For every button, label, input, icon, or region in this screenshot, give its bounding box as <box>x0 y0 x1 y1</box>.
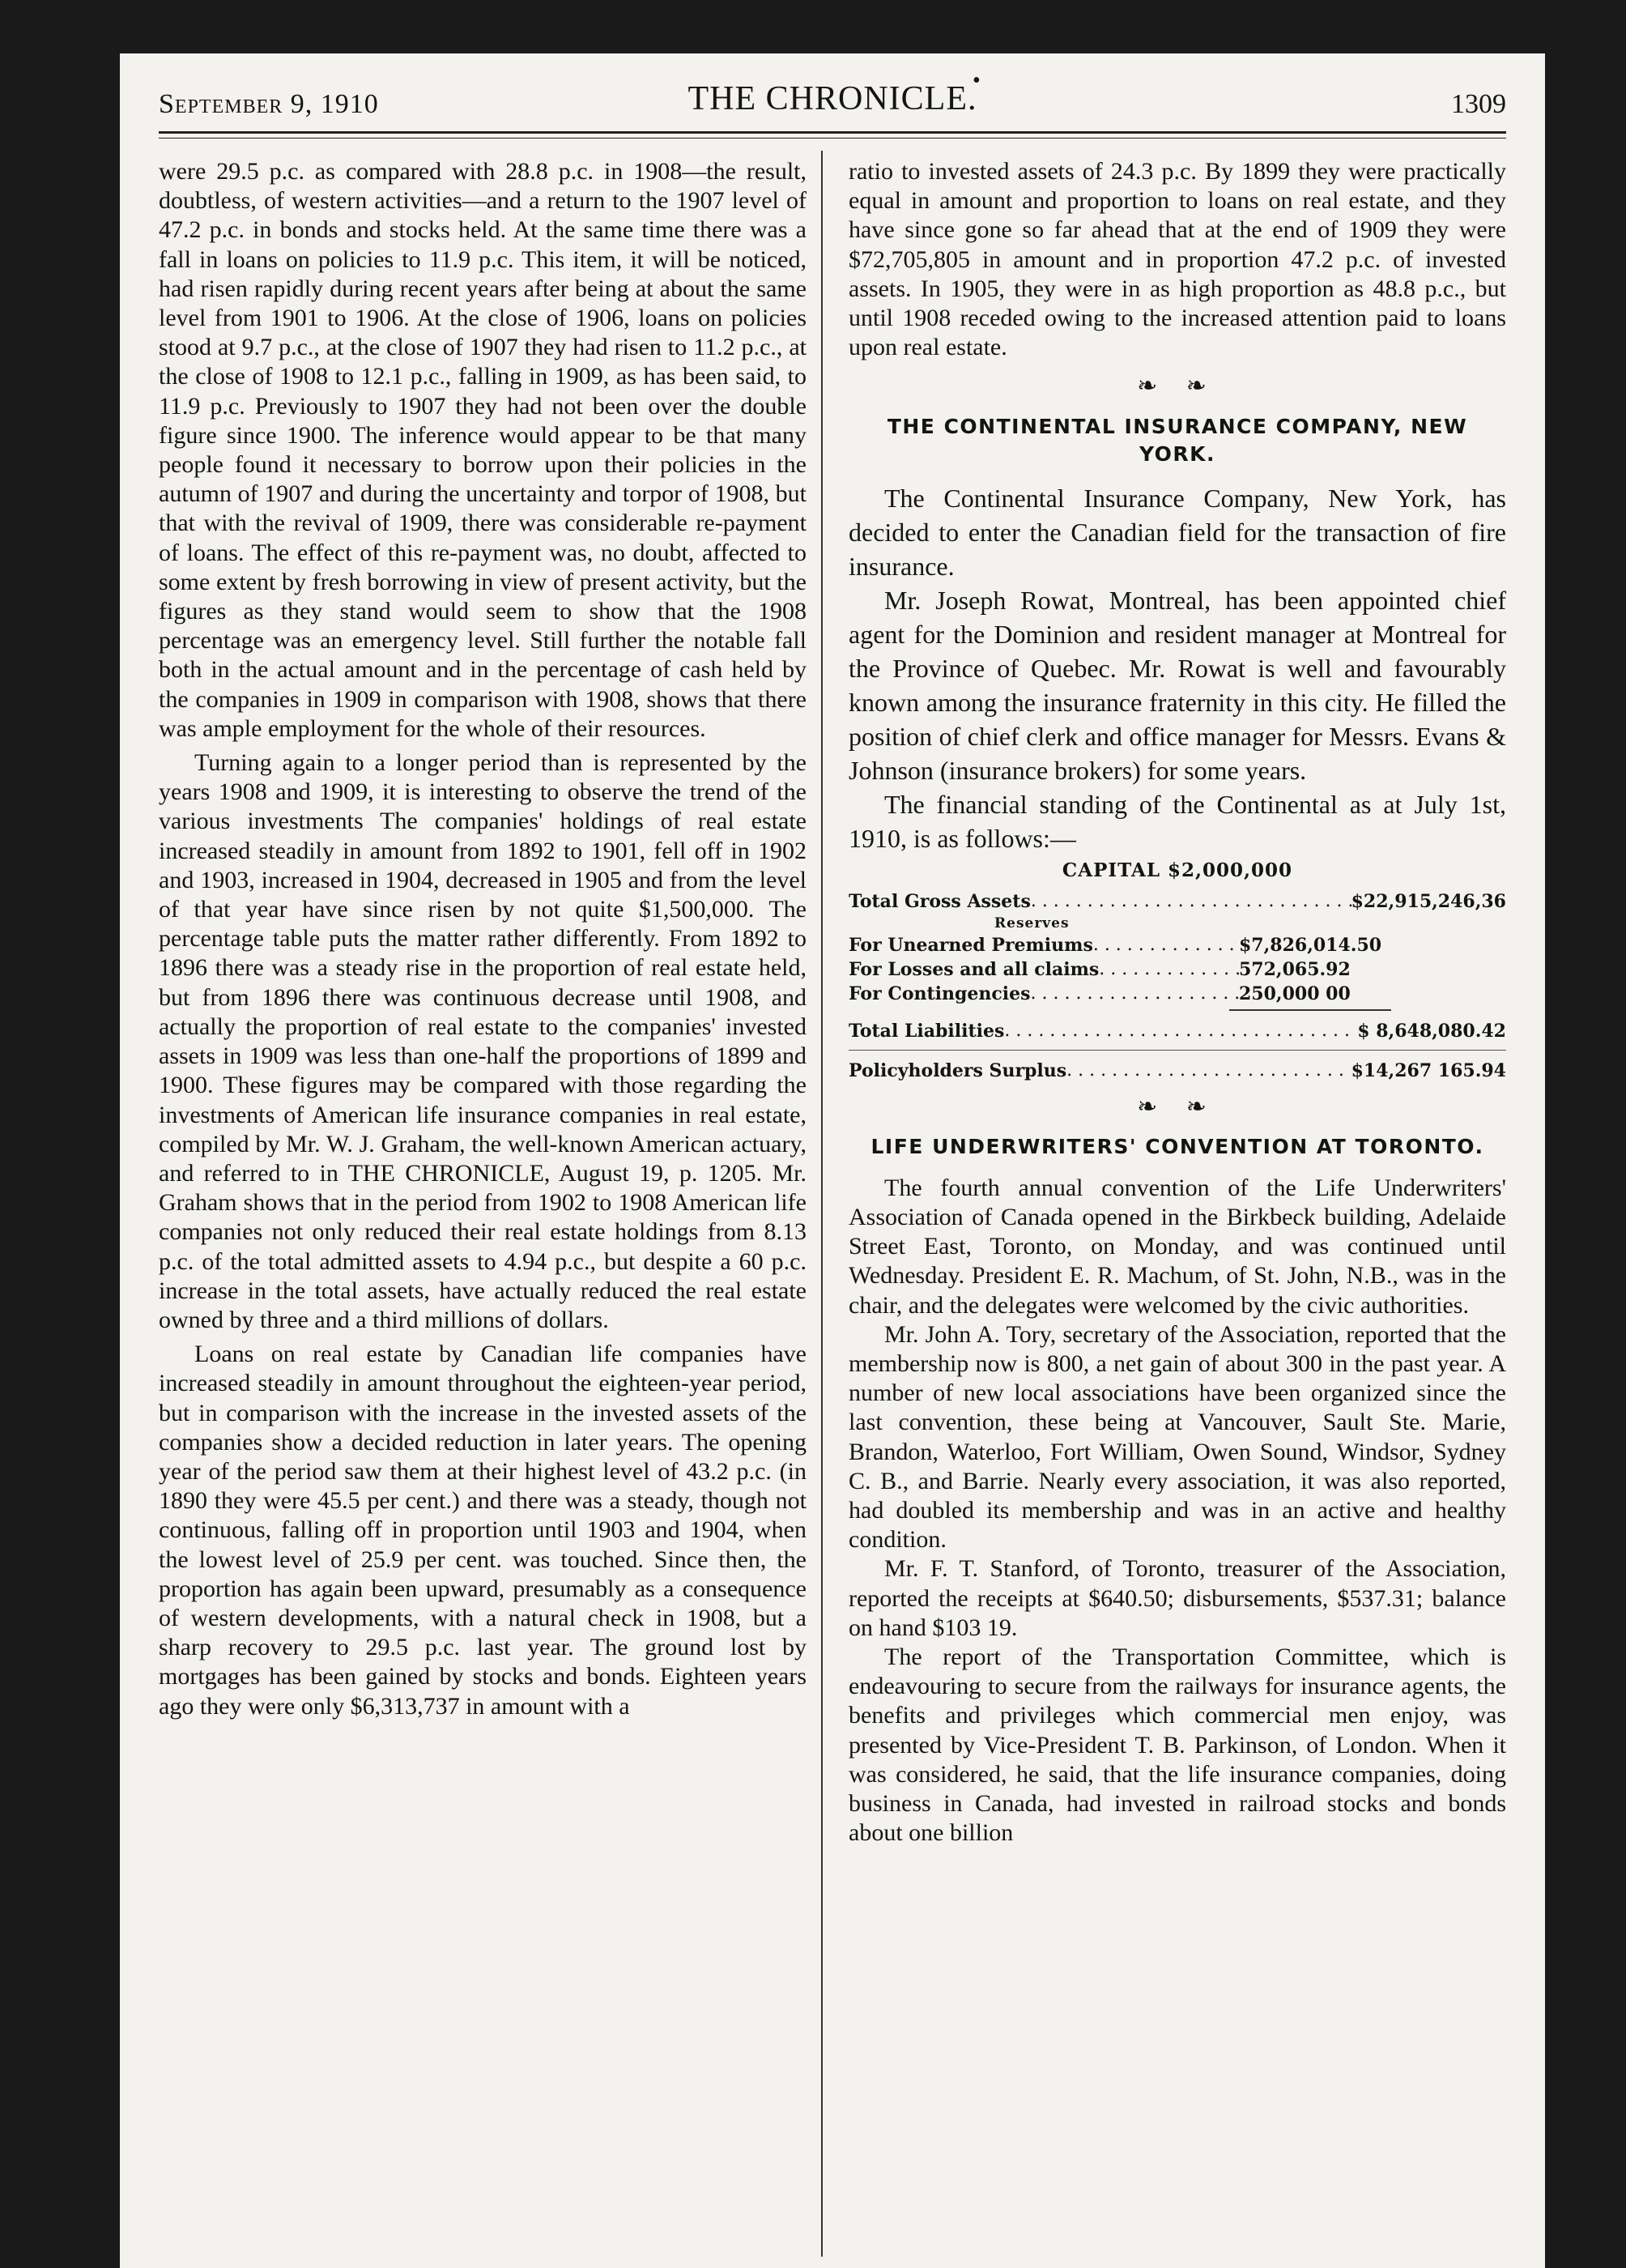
convention-heading: LIFE UNDERWRITERS' CONVENTION AT TORONTO. <box>870 1134 1484 1158</box>
convention-paragraph: Mr. F. T. Stanford, of Toronto, treasurer of the Association, reported the receipts at $640.50; disbursements, $537.31; balance on hand $103 19. <box>849 1555 1506 1641</box>
column-divider <box>821 151 823 2257</box>
article-continuation: ratio to invested assets of 24.3 p.c. By 1899 they were practically equal in amount and proportion to loans on real estate, and they have since gone so far ahead that at the end of 1909 they were $72,705,805 in amount and in proportion 47.2 p.c. of invested assets. In 1905, they were in as high proportion as 48.8 p.c., but until 1908 receded owing to the increased attention paid to loans upon real estate. <box>849 158 1506 361</box>
convention-paragraph: The fourth annual convention of the Life Underwriters' Association of Canada opened in the Birkbeck building, Adelaide Street East, Toronto, on Monday, and was continued until Wednesday. President E. R. Machum, of St. John, N.B., was in the chair, and the delegates were welcomed by the civic authorities. <box>849 1174 1506 1319</box>
total-liabilities-row: Total Liabilities . . . $ 8,648,080.42 <box>849 1019 1506 1043</box>
continental-paragraph: Mr. Joseph Rowat, Montreal, has been appointed chief agent for the Dominion and resident manager at Montreal for the Province of Quebec. Mr. Rowat is well and favourably known among the insurance fraternity in this city. He filled the position of chief clerk and office manager for Messrs. Evans & Johnson (insurance brokers) for some years. <box>849 585 1506 785</box>
losses-claims-row: For Losses and all claims . . . 572,065.92 <box>849 957 1506 982</box>
print-mark: • <box>973 68 981 93</box>
newspaper-page <box>120 53 1545 2268</box>
unearned-premiums-row: For Unearned Premiums . . . $7,826,014.50 <box>849 933 1506 957</box>
reserves-label: Reserves <box>994 914 1070 932</box>
financial-statement <box>849 859 1506 1083</box>
continental-heading: THE CONTINENTAL INSURANCE COMPANY, NEW YORK. <box>887 414 1468 466</box>
convention-paragraph: Mr. John A. Tory, secretary of the Association, reported that the membership now is 800, a net gain of about 300 in the past year. A number of new local associations have been organized since the last convention, these being at Vancouver, Sault Ste. Marie, Brandon, Waterloo, Fort William, Owen Sound, Windsor, Sydney C. B., and Barrie. Nearly every association, it was also reported, had doubled its membership and was in an active and healthy condition. <box>849 1320 1506 1554</box>
right-column <box>849 157 1506 1848</box>
header-rule-thick <box>159 131 1506 134</box>
convention-paragraph: The report of the Transportation Committee, which is endeavouring to secure from the railways for insurance agents, the benefits and privileges which commercial men enjoy, was presented by Vice-President T. B. Parkinson, of London. When it was considered, he said, that the life insurance companies, doing business in Canada, had invested in railroad stocks and bonds about one billion <box>849 1643 1506 1847</box>
continental-paragraph: The financial standing of the Continental as at July 1st, 1910, is as follows:— <box>849 789 1506 853</box>
section-ornament: ❧ ❧ <box>1137 373 1218 400</box>
subtotal-rule <box>1229 1009 1391 1011</box>
contingencies-row: For Contingencies . . . 250,000 00 <box>849 982 1506 1006</box>
capital-line: CAPITAL $2,000,000 <box>1062 859 1293 881</box>
article-paragraph: Loans on real estate by Canadian life companies have increased steadily in amount throughout the eighteen-year period, but in comparison with the increase in the invested assets of the companies show a decided reduction in later years. The opening year of the period saw them at their highest level of 43.2 p.c. (in 1890 they were 45.5 per cent.) and there was a steady, though not continuous, falling off in proportion until 1903 and 1904, when the lowest level of 25.9 per cent. was touched. Since then, the proportion has again been upward, presumably as a consequence of western developments, with a natural check in 1908, but a sharp recovery to 29.5 p.c. last year. The ground lost by mortgages has been gained by stocks and bonds. Eighteen years ago they were only $6,313,737 in amount with a <box>159 1341 807 1720</box>
article-paragraph: were 29.5 p.c. as compared with 28.8 p.c. in 1908—the result, doubtless, of western activities—and a return to the 1907 level of 47.2 p.c. in bonds and stocks held. At the same time there was a fall in loans on policies to 11.9 p.c. This item, it will be noticed, had risen rapidly during recent years after being at about the same level from 1901 to 1906. At the close of 1906, loans on policies stood at 9.7 p.c., at the close of 1907 they had risen to 11.2 p.c., at the close of 1908 to 12.1 p.c., falling in 1909, as has been said, to 11.9 p.c. Previously to 1907 they had not been over the double figure since 1900. The inference would appear to be that many people found it necessary to borrow upon their policies in the autumn of 1907 and during the uncertainty and torpor of 1908, but that with the revival of 1909, there was considerable re-payment of loans. The effect of this re-payment was, no doubt, affected to some extent by fresh borrowing in view of present activity, but the figures as they stand would seem to show that the 1908 percentage was an emergency level. Still further the notable fall both in the actual amount and in the percentage of cash held by the companies in 1909 in comparison with 1908, shows that there was ample employment for the whole of their resources. <box>159 158 807 742</box>
left-column <box>159 157 807 1721</box>
gross-assets-row: Total Gross Assets . . . $22,915,246,36 <box>849 889 1506 914</box>
issue-date: September 9, 1910 <box>159 89 379 119</box>
page-number: 1309 <box>1451 89 1506 119</box>
header-rule-thin <box>159 138 1506 139</box>
total-rule <box>849 1050 1506 1051</box>
page-header <box>159 68 1506 128</box>
continental-paragraph: The Continental Insurance Company, New York, has decided to enter the Canadian field for the transaction of fire insurance. <box>849 483 1506 581</box>
article-paragraph: Turning again to a longer period than is represented by the years 1908 and 1909, it is interesting to observe the trend of the various investments The companies' holdings of real estate increased steadily in amount from 1892 to 1901, fell off in 1902 and 1903, increased in 1904, decreased in 1905 and from the level of that year have since risen by not quite $1,500,000. The percentage table puts the matter rather differently. From 1892 to 1896 there was a steady rise in the proportion of real estate held, but from 1896 there was continuous decrease until 1908, and actually the proportion of real estate to the companies' invested assets in 1909 was less than one-half the proportions of 1899 and 1900. These figures may be compared with those regarding the investments of American life insurance companies in real estate, compiled by Mr. W. J. Graham, the well-known American actuary, and referred to in THE CHRONICLE, August 19, p. 1205. Mr. Graham shows that in the period from 1902 to 1908 American life companies not only reduced their real estate holdings from 8.13 p.c. of the total admitted assets to 4.94 p.c., but despite a 60 p.c. increase in the total assets, have actually reduced the real estate owned by three and a third millions of dollars. <box>159 749 807 1333</box>
surplus-row: Policyholders Surplus . . . $14,267 165.94 <box>849 1059 1506 1083</box>
section-ornament: ❧ ❧ <box>1137 1093 1218 1120</box>
masthead-title: THE CHRONICLE. <box>687 80 977 117</box>
